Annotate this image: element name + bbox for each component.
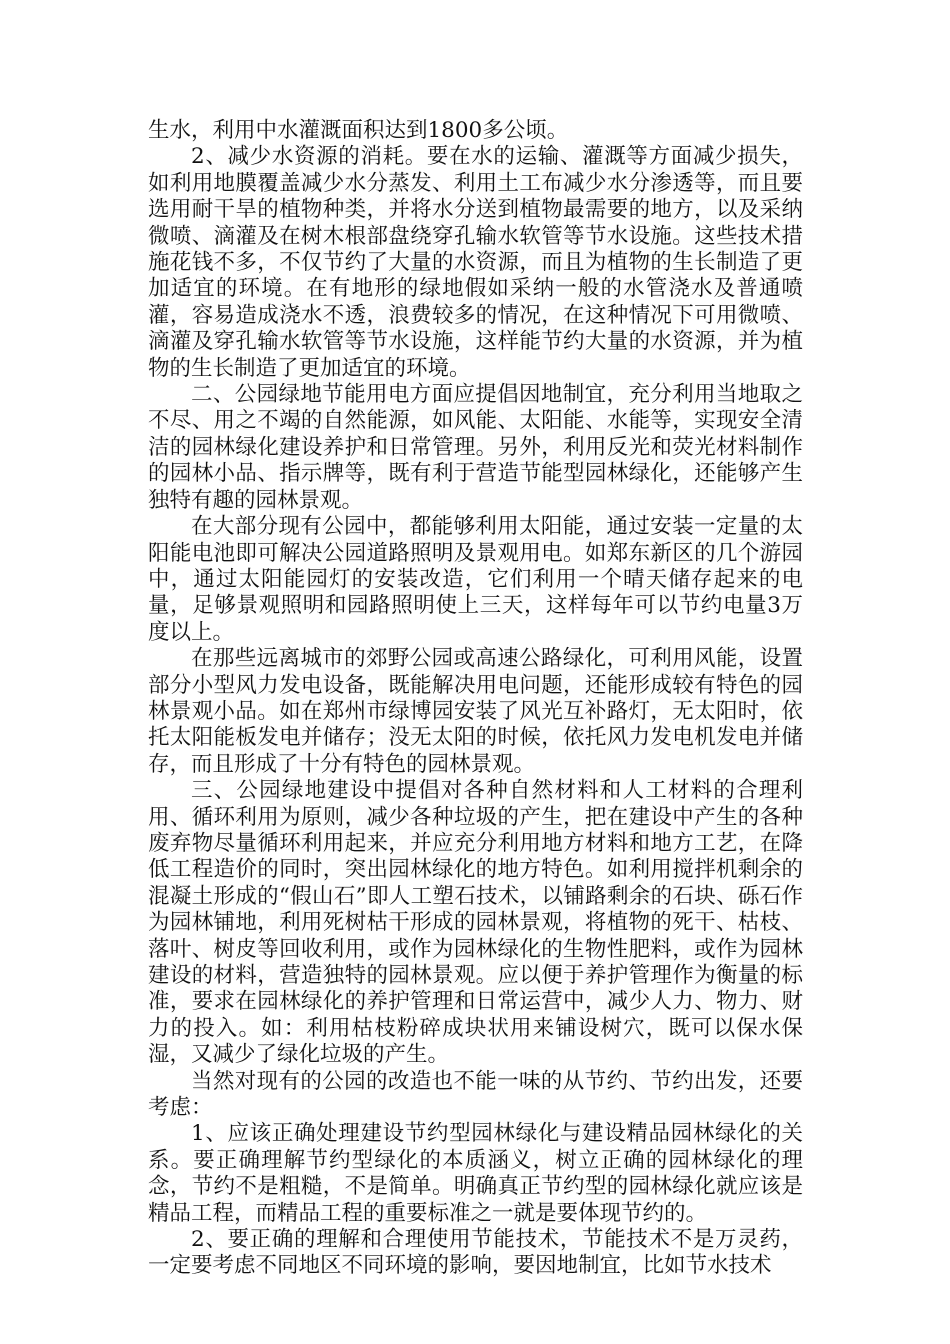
- document-body: [148, 118, 803, 1280]
- paragraph-material-recycling: 三、公园绿地建设中提倡对各种自然材料和人工材料的合理利用、循环利用为原则，减少各种垃圾的产生，把在建设中产生的各种废弃物尽量循环利用起来，并应充分利用地方材料和地方工艺，在降低工程造价的同时，突出园林绿化的地方特色。如利用搅拌机剩余的混凝土形成的“假山石”即人工塑石技术，以铺路剩余的石块、砾石作为园林铺地，利用死树枯干形成的园林景观，将植物的死干、枯枝、落叶、树皮等回收利用，或作为园林绿化的生物性肥料，或作为园林建设的材料，营造独特的园林景观。应以便于养护管理作为衡量的标准，要求在园林绿化的养护管理和日常运营中，减少人力、物力、财力的投入。如：利用枯枝粉碎成块状用来铺设树穴，既可以保水保湿，又减少了绿化垃圾的产生。: [148, 778, 803, 1068]
- paragraph-energy-saving: 二、公园绿地节能用电方面应提倡因地制宜，充分利用当地取之不尽、用之不竭的自然能源，如风能、太阳能、水能等，实现安全清洁的园林绿化建设养护和日常管理。另外，利用反光和荧光材料制作的园林小品、指示牌等，既有利于营造节能型园林绿化，还能够产生独特有趣的园林景观。: [148, 382, 803, 513]
- paragraph-considerations: 当然对现有的公园的改造也不能一味的从节约、节约出发，还要考虑：: [148, 1068, 803, 1121]
- paragraph-continued: 生水，利用中水灌溉面积达到1800多公顷。: [148, 118, 569, 143]
- paragraph-solar-energy: 在大部分现有公园中，都能够利用太阳能，通过安装一定量的太阳能电池即可解决公园道路照明及景观用电。如郑东新区的几个游园中，通过太阳能园灯的安装改造，它们利用一个晴天储存起来的电量，足够景观照明和园路照明使上三天，这样每年可以节约电量3万度以上。: [148, 514, 803, 645]
- paragraph-wind-energy: 在那些远离城市的郊野公园或高速公路绿化，可利用风能，设置部分小型风力发电设备，既能解决用电问题，还能形成较有特色的园林景观小品。如在郑州市绿博园安装了风光互补路灯，无太阳时，依托太阳能板发电并储存；没无太阳的时候，依托风力发电机发电并储存，而且形成了十分有特色的园林景观。: [148, 646, 803, 777]
- paragraph-technology-use: 2、要正确的理解和合理使用节能技术，节能技术不是万灵药，一定要考虑不同地区不同环境的影响，要因地制宜，比如节水技术: [148, 1227, 803, 1279]
- paragraph-water-saving: 2、减少水资源的消耗。要在水的运输、灌溉等方面减少损失，如利用地膜覆盖减少水分蒸发、利用土工布减少水分渗透等，而且要选用耐干旱的植物种类，并将水分送到植物最需要的地方，以及采纳微喷、滴灌及在树木根部盘绕穿孔输水软管等节水设施。这些技术措施花钱不多，不仅节约了大量的水资源，而且为植物的生长制造了更加适宜的环境。在有地形的绿地假如采纳一般的水管浇水及普通喷灌，容易造成浇水不透，浪费较多的情况，在这种情况下可用微喷、滴灌及穿孔输水软管等节水设施，这样能节约大量的水资源，并为植物的生长制造了更加适宜的环境。: [148, 144, 803, 381]
- paragraph-quality-balance: 1、应该正确处理建设节约型园林绿化与建设精品园林绿化的关系。要正确理解节约型绿化的本质涵义，树立正确的园林绿化的理念，节约不是粗糙，不是简单。明确真正节约型的园林绿化就应该是精品工程，而精品工程的重要标准之一就是要体现节约的。: [148, 1121, 803, 1226]
